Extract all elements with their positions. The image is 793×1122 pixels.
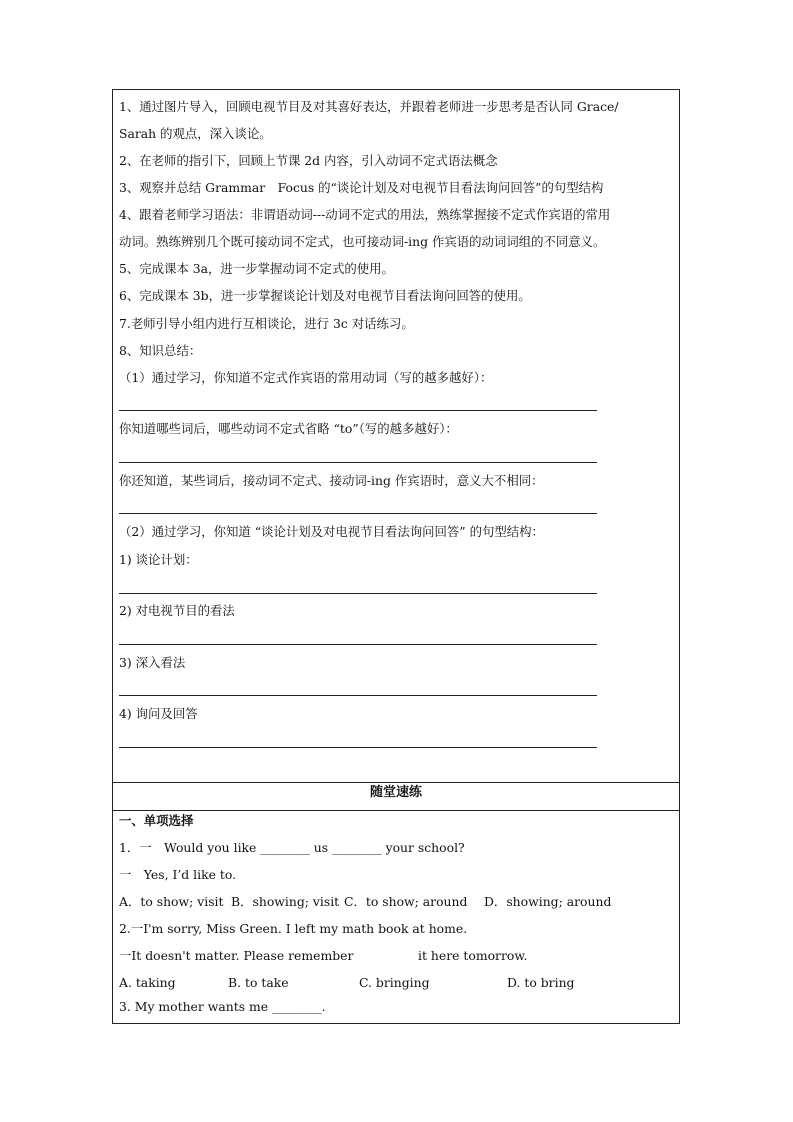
q2-option-a[interactable]: A. taking bbox=[119, 975, 176, 990]
section-title: 一、单项选择 bbox=[119, 813, 194, 828]
answer-line[interactable] bbox=[119, 410, 597, 411]
q1-option-d[interactable]: D．showing; around bbox=[484, 894, 612, 909]
step-1-line-b: Sarah 的观点，深入谈论。 bbox=[119, 126, 272, 141]
step-8: 8、知识总结： bbox=[119, 343, 202, 358]
step-4-line-a: 4、跟着老师学习语法：非谓语动词---动词不定式的用法，熟练掌握接不定式作宾语的常用 bbox=[119, 207, 611, 222]
q2-option-d[interactable]: D. to bring bbox=[507, 975, 575, 990]
question-2-reply-b: it here tomorrow. bbox=[418, 948, 528, 963]
question-2: 2.一I'm sorry, Miss Green. I left my math book at home. bbox=[119, 921, 468, 936]
summary-item-2: 2) 对电视节目的看法 bbox=[119, 603, 235, 618]
row-divider bbox=[112, 782, 680, 783]
step-5: 5、完成课本 3a，进一步掌握动词不定式的使用。 bbox=[119, 261, 394, 276]
q1-option-a[interactable]: A．to show; visit bbox=[119, 894, 224, 909]
step-3: 3、观察并总结 Grammar Focus 的“谈论计划及对电视节目看法询问回答”的句型结构 bbox=[119, 180, 604, 195]
summary-item-1: 1) 谈论计划： bbox=[119, 552, 198, 567]
summary-q1b: 你知道哪些词后，哪些动词不定式省略 “to”（写的越多越好）： bbox=[119, 421, 458, 436]
q1-option-b[interactable]: B．showing; visit bbox=[231, 894, 340, 909]
q1-option-c[interactable]: C．to show; around bbox=[344, 894, 468, 909]
row-divider bbox=[112, 810, 680, 811]
summary-item-4: 4) 询问及回答 bbox=[119, 706, 198, 721]
answer-line[interactable] bbox=[119, 593, 597, 594]
answer-line[interactable] bbox=[119, 695, 597, 696]
question-1-answer: 一 Yes, I’d like to. bbox=[119, 867, 237, 882]
question-2-reply-a: 一It doesn't matter. Please remember bbox=[119, 948, 354, 963]
practice-header: 随堂速练 bbox=[369, 785, 422, 800]
question-1: 1．一 Would you like ________ us ________ your school? bbox=[119, 840, 465, 855]
summary-q1c: 你还知道，某些词后，接动词不定式、接动词-ing 作宾语时，意义大不相同： bbox=[119, 473, 544, 488]
summary-q2: （2）通过学习，你知道 “谈论计划及对电视节目看法询问回答” 的句型结构： bbox=[119, 524, 544, 539]
step-2: 2、在老师的指引下，回顾上节课 2d 内容，引入动词不定式语法概念 bbox=[119, 153, 498, 168]
summary-q1: （1）通过学习，你知道不定式作宾语的常用动词（写的越多越好）： bbox=[119, 370, 493, 385]
answer-line[interactable] bbox=[119, 513, 597, 514]
step-6: 6、完成课本 3b，进一步掌握谈论计划及对电视节目看法询问回答的使用。 bbox=[119, 288, 531, 303]
step-1-line-a: 1、通过图片导入，回顾电视节目及对其喜好表达，并跟着老师进一步思考是否认同 Grace/ bbox=[119, 99, 619, 114]
answer-line[interactable] bbox=[119, 644, 597, 645]
q2-option-c[interactable]: C. bringing bbox=[359, 975, 430, 990]
step-4-line-b: 动词。熟练辨别几个既可接动词不定式，也可接动词-ing 作宾语的动词词组的不同意义。 bbox=[119, 234, 606, 249]
answer-line[interactable] bbox=[119, 462, 597, 463]
step-7: 7.老师引导小组内进行互相谈论，进行 3c 对话练习。 bbox=[119, 316, 414, 331]
question-3: 3. My mother wants me ________. bbox=[119, 999, 326, 1014]
summary-item-3: 3) 深入看法 bbox=[119, 655, 186, 670]
q2-option-b[interactable]: B. to take bbox=[228, 975, 289, 990]
answer-line[interactable] bbox=[119, 747, 597, 748]
